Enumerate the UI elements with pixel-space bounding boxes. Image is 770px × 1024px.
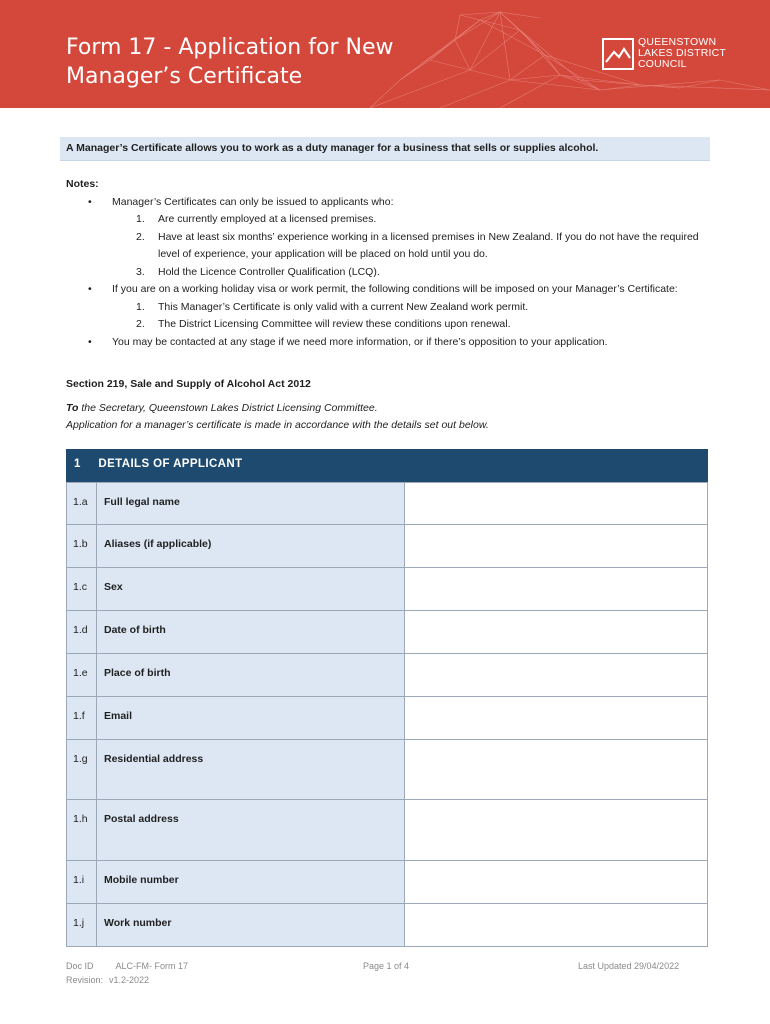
list-number: 3. [136,265,145,278]
full-legal-name-field[interactable] [405,483,707,524]
list-item-text: Are currently employed at a licensed premises. [158,213,377,225]
table-row [67,524,707,567]
notes-bullet-1 [66,194,716,212]
row-id: 1.f [67,697,97,739]
mobile-number-field[interactable] [405,861,707,903]
table-row [67,860,707,903]
notes-heading: Notes: [66,178,99,190]
to-label: To [66,402,79,414]
row-id: 1.c [67,568,97,610]
sex-field[interactable] [405,568,707,610]
footer-doc-info [66,959,188,987]
row-label: Email [97,697,405,739]
applicant-details-table [66,449,708,947]
row-label: Place of birth [97,654,405,696]
list-number: 2. [136,230,145,243]
bullet-icon: • [88,283,92,295]
bullet-icon: • [88,195,92,208]
list-item [66,229,716,264]
list-item-text: This Manager’s Certificate is only valid with a current New Zealand work permit. [158,300,529,313]
table-row [67,739,707,799]
row-label: Sex [97,568,405,610]
table-row [67,610,707,653]
table-heading-number: 1 [74,458,81,470]
notes-section [66,176,716,351]
work-number-field[interactable] [405,904,707,946]
row-id: 1.h [67,800,97,860]
form-title [66,33,446,91]
section-reference: Section 219, Sale and Supply of Alcohol Act 2012 [66,378,311,390]
form-title-line-2: Manager’s Certificate [66,64,303,89]
notes-bullet-1-text: Manager’s Certificates can only be issued to applicants who: [112,195,394,208]
page-number: Page 1 of 4 [363,961,410,971]
list-number: 2. [136,318,145,330]
logo-line-3: COUNCIL [638,58,687,70]
addressee-block [66,400,706,434]
revision-value: v1.2-2022 [109,975,150,985]
list-number: 1. [136,300,145,313]
doc-id-label: Doc ID [66,961,94,971]
row-id: 1.i [67,861,97,903]
revision-label: Revision: [66,975,104,985]
residential-address-field[interactable] [405,740,707,799]
notes-bullet-2-text: If you are on a working holiday visa or work permit, the following conditions will be imposed on your Manager’s Certificate: [112,283,678,295]
row-label: Postal address [97,800,405,860]
row-id: 1.j [67,904,97,946]
list-item [66,264,716,282]
row-id: 1.b [67,525,97,567]
notes-bullet-3 [66,334,716,352]
table-heading-text: DETAILS OF APPLICANT [98,458,243,470]
table-row [67,903,707,946]
row-label: Date of birth [97,611,405,653]
page-header [0,0,770,108]
row-label: Full legal name [97,483,405,524]
logo-text [638,37,726,70]
place-of-birth-field[interactable] [405,654,707,696]
notes-bullet-3-text: You may be contacted at any stage if we need more information, or if there’s opposition to your application. [112,335,608,348]
row-id: 1.g [67,740,97,799]
doc-id-line [66,959,188,973]
addressee-line [66,400,706,417]
table-row [67,799,707,860]
form-title-line-1: Form 17 - Application for New [66,35,394,60]
table-row [67,567,707,610]
list-item [66,299,716,317]
row-label: Aliases (if applicable) [97,525,405,567]
postal-address-field[interactable] [405,800,707,860]
row-id: 1.a [67,483,97,524]
council-logo [602,38,742,78]
table-heading [66,449,708,482]
logo-line-1: QUEENSTOWN [638,36,717,48]
logo-line-2: LAKES DISTRICT [638,47,726,59]
addressee-text: the Secretary, Queenstown Lakes District Licensing Committee. [78,402,378,414]
revision-line [66,973,188,987]
doc-id-value: ALC-FM- Form 17 [115,961,189,971]
list-item [66,316,716,334]
row-label: Work number [97,904,405,946]
row-label: Mobile number [97,861,405,903]
notes-bullet-2 [66,281,716,299]
aliases-field[interactable] [405,525,707,567]
row-id: 1.e [67,654,97,696]
mountain-logo-icon [602,38,634,70]
table-row [67,482,707,524]
list-item-text: The District Licensing Committee will review these conditions upon renewal. [158,318,511,330]
intro-banner: A Manager’s Certificate allows you to work as a duty manager for a business that sells or supplies alcohol. [60,137,710,161]
list-number: 1. [136,213,145,225]
table-row [67,653,707,696]
list-item-text: Hold the Licence Controller Qualification (LCQ). [158,265,380,278]
last-updated: Last Updated 29/04/2022 [578,961,680,971]
application-line: Application for a manager’s certificate is made in accordance with the details set out below. [66,419,489,431]
row-label: Residential address [97,740,405,799]
email-field[interactable] [405,697,707,739]
list-item-text: Have at least six months’ experience working in a licensed premises in New Zealand. If you do not have the required level of experience, your application will be placed on hold until you do. [158,230,699,260]
table-row [67,696,707,739]
date-of-birth-field[interactable] [405,611,707,653]
bullet-icon: • [88,335,92,348]
list-item [66,211,716,229]
row-id: 1.d [67,611,97,653]
